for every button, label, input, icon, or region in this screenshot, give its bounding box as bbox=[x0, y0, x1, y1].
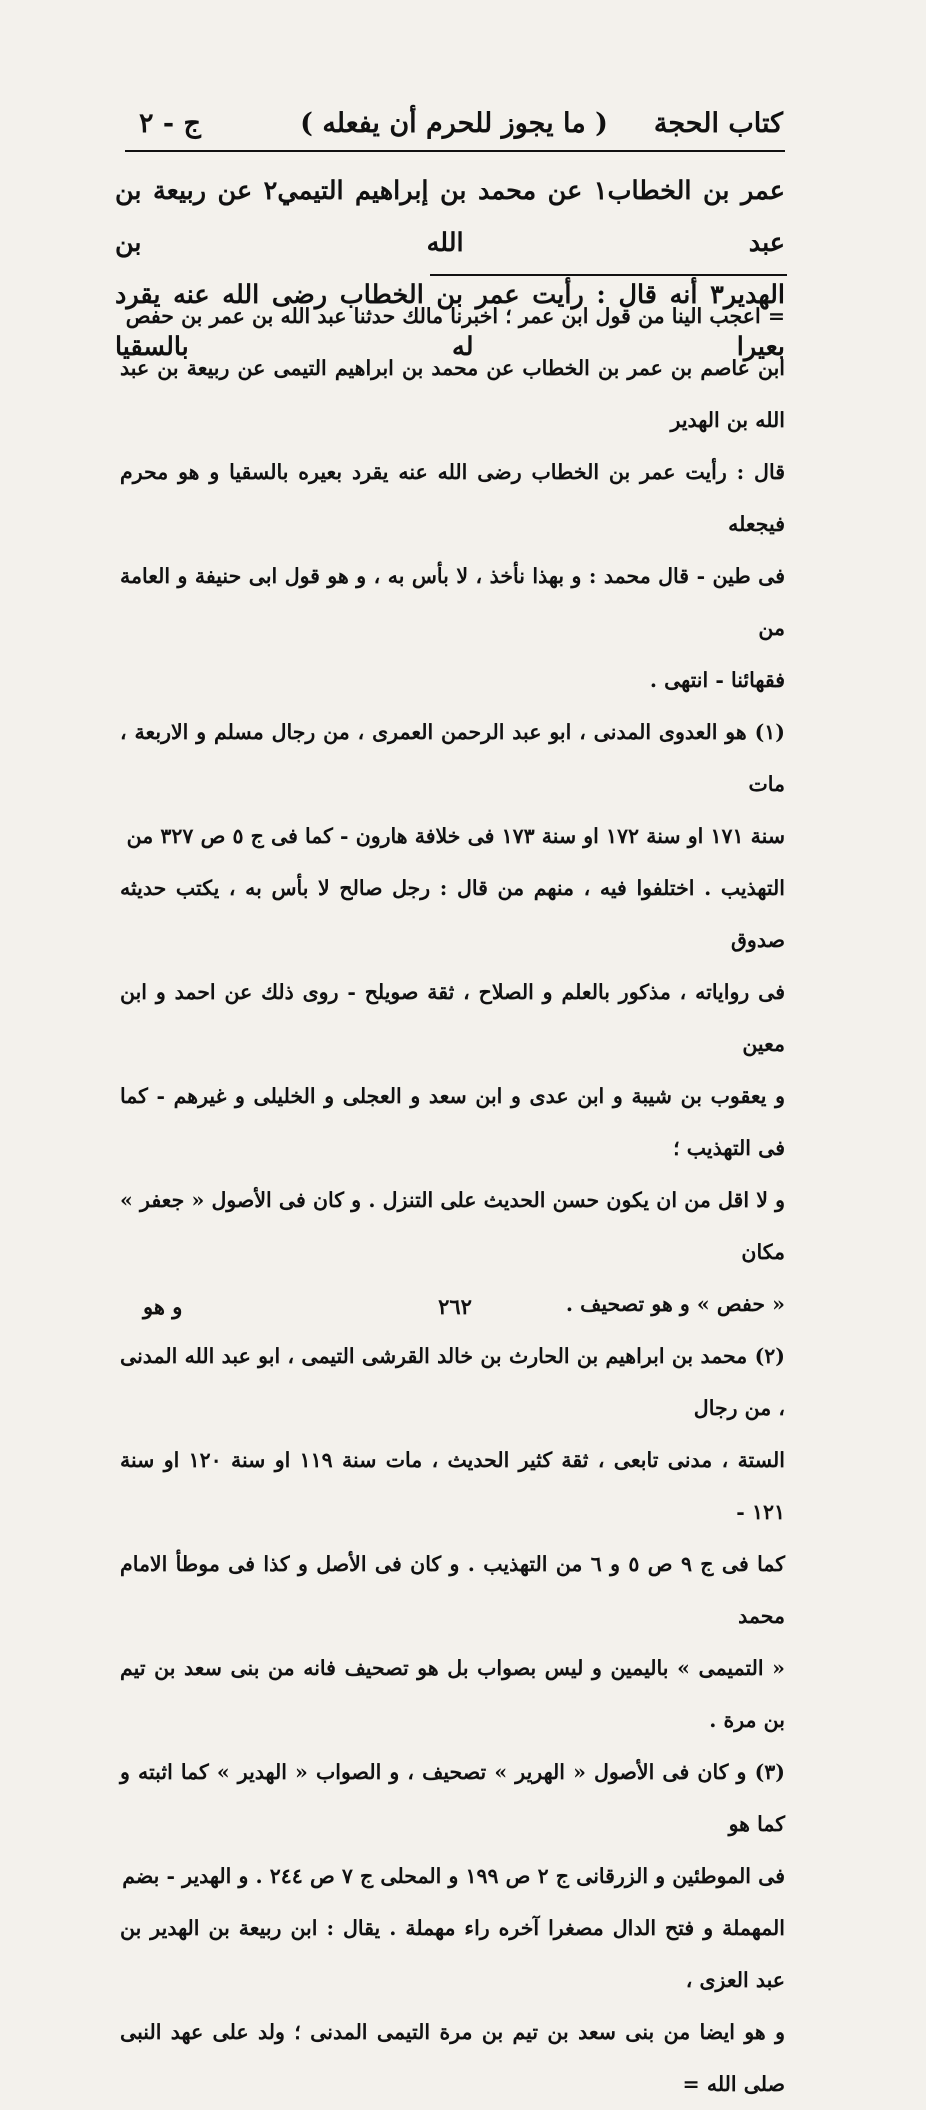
note-line: فى الموطئين و الزرقانى ج ٢ ص ١٩٩ و المحلى ج ٧ ص ٢٤٤ . و الهدير - بضم bbox=[122, 1864, 785, 1888]
note-line: فى رواياته ، مذكور بالعلم و الصلاح ، ثقة صويلح - روى ذلك عن احمد و ابن معين bbox=[120, 980, 785, 1056]
note-line: = اعجب الينا من قول ابن عمر ؛ اخبرنا مالك حدثنا عبد الله بن عمر بن حفص bbox=[125, 304, 785, 328]
note-line: التهذيب . اختلفوا فيه ، منهم من قال : رجل صالح لا بأس به ، يكتب حديثه صدوق bbox=[120, 876, 785, 952]
footnote-1 bbox=[120, 706, 785, 1330]
note-line: و يعقوب بن شيبة و ابن عدى و ابن سعد و العجلى و الخليلى و غيرهم - كما فى التهذيب ؛ bbox=[120, 1084, 785, 1160]
note-line: (٣) و كان فى الأصول « الهرير » تصحيف ، و الصواب « الهدير » كما اثبته و كما هو bbox=[120, 1760, 785, 1836]
note-line: فقهائنا - انتهى . bbox=[649, 668, 785, 692]
note-line: كما فى ج ٩ ص ٥ و ٦ من التهذيب . و كان فى الأصل و كذا فى موطأ الامام محمد bbox=[120, 1552, 785, 1628]
page-footer bbox=[125, 1294, 785, 1334]
note-line: الستة ، مدنى تابعى ، ثقة كثير الحديث ، مات سنة ١١٩ او سنة ١٢٠ او سنة ١٢١ - bbox=[120, 1448, 785, 1524]
header-rule bbox=[125, 150, 785, 152]
catchword: و هو bbox=[143, 1294, 183, 1319]
note-line: (٢) محمد بن ابراهيم بن الحارث بن خالد القرشى التيمى ، ابو عبد الله المدنى ، من رجال bbox=[120, 1344, 785, 1420]
book-title: كتاب الحجة bbox=[653, 108, 783, 139]
note-line: و لا اقل من ان يكون حسن الحديث على التنزل . و كان فى الأصول « جعفر » مكان bbox=[120, 1188, 785, 1264]
footnote-separator bbox=[430, 274, 787, 276]
note-line: ابن عاصم بن عمر بن الخطاب عن محمد بن ابراهيم التيمى عن ربيعة بن عبد الله بن الهدير bbox=[120, 356, 785, 432]
footnote-3 bbox=[120, 1746, 785, 2110]
running-header bbox=[125, 104, 783, 148]
volume-label: ج - ٢ bbox=[139, 108, 201, 139]
note-line: « حفص » و هو تصحيف . bbox=[565, 1292, 785, 1316]
main-text-line: عمر بن الخطاب١ عن محمد بن إبراهيم التيمي٢ عن ربيعة بن عبد الله بن bbox=[115, 176, 785, 258]
page-number: ٢٦٢ bbox=[438, 1294, 472, 1319]
note-line: سنة ١٧١ او سنة ١٧٢ او سنة ١٧٣ فى خلافة هارون - كما فى ج ٥ ص ٣٢٧ من bbox=[126, 824, 785, 848]
note-line: المهملة و فتح الدال مصغرا آخره راء مهملة . يقال : ابن ربيعة بن الهدير بن عبد العزى ، bbox=[120, 1916, 785, 1992]
note-line: (١) هو العدوى المدنى ، ابو عبد الرحمن العمرى ، من رجال مسلم و الاربعة ، مات bbox=[120, 720, 785, 796]
footnote-2 bbox=[120, 1330, 785, 1746]
note-line: و هو ايضا من بنى سعد بن تيم بن مرة التيمى المدنى ؛ ولد على عهد النبى صلى الله = bbox=[120, 2020, 785, 2096]
footnotes bbox=[120, 290, 785, 2110]
note-line: فى طين - قال محمد : و بهذا نأخذ ، لا بأس به ، و هو قول ابى حنيفة و العامة من bbox=[120, 564, 785, 640]
main-text-line: الهدير٣ أنه قال : رأيت عمر بن الخطاب رضى الله عنه يقرد بعيرا له بالسقيا bbox=[115, 280, 785, 362]
note-line: قال : رأيت عمر بن الخطاب رضى الله عنه يقرد بعيره بالسقيا و هو محرم فيجعله bbox=[120, 460, 785, 536]
note-line: « التميمى » باليمين و ليس بصواب بل هو تصحيف فانه من بنى سعد بن تيم بن مرة . bbox=[120, 1656, 785, 1732]
footnote-continuation bbox=[120, 290, 785, 706]
chapter-title: ( ما يجوز للحرم أن يفعله ) bbox=[300, 108, 608, 139]
